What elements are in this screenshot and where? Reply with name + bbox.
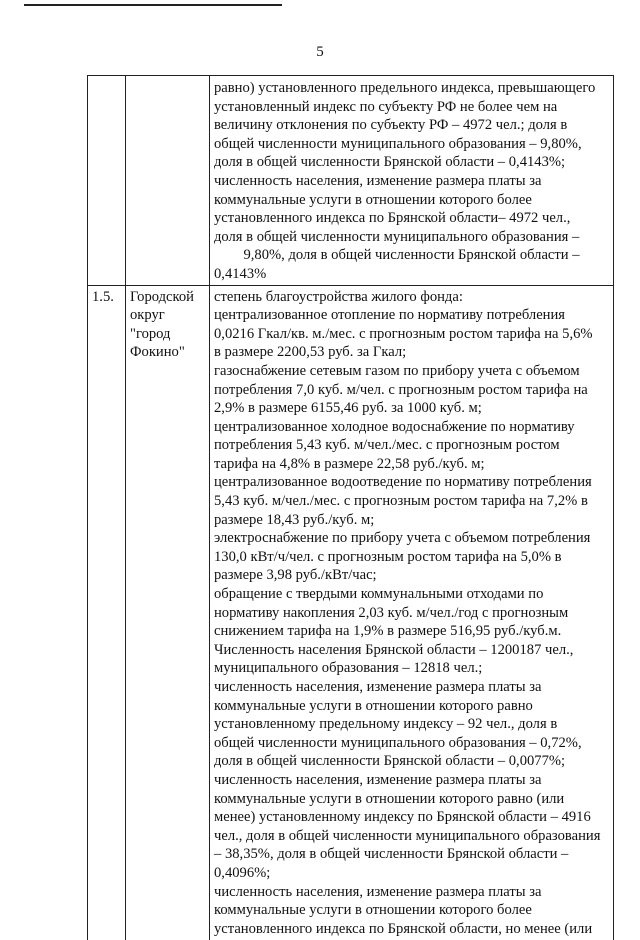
text-line: общей численности муниципального образования – 0,72%,	[214, 734, 582, 751]
text-line: потребления 7,0 куб. м/чел. с прогнозным ростом тарифа на	[214, 381, 588, 398]
header-rule	[24, 4, 282, 6]
text-line: 2,9% в размере 6155,46 руб. за 1000 куб. м;	[214, 400, 482, 417]
text-line: равно) установленного предельного индекса, превышающего	[214, 80, 596, 96]
text-line: централизованное отопление по нормативу потребления	[214, 307, 566, 324]
text-line: снижением тарифа на 1,9% в размере 516,95 руб./куб.м.	[214, 623, 562, 640]
text-line: муниципального образования – 12818 чел.;	[214, 660, 483, 677]
text-line: коммунальные услуги в отношении которого более	[214, 191, 532, 208]
text-line: установленному предельному индексу – 92 чел., доля в	[214, 716, 558, 733]
text-line: тарифа на 4,8% в размере 22,58 руб./куб. м;	[214, 455, 485, 472]
text-line: коммунальные услуги в отношении которого более	[214, 902, 532, 919]
text-line: 0,4096%;	[214, 864, 271, 881]
entity-name-line: Городской	[130, 288, 194, 305]
text-line: установленного индекса по Брянской области– 4972 чел.,	[214, 210, 571, 227]
entity-name-line: округ	[130, 307, 165, 324]
text-line: доля в общей численности Брянской области – 0,0077%;	[214, 753, 566, 770]
table-row-continuation	[88, 76, 614, 286]
text-line: установленный индекс по субъекту РФ не более чем на	[214, 98, 558, 115]
content-table	[87, 75, 614, 940]
row-number-cell: 1.5.	[88, 285, 126, 940]
text-line: численность населения, изменение размера платы за	[214, 771, 542, 788]
text-line: электроснабжение по прибору учета с объемом потребления	[214, 530, 591, 547]
text-line: степень благоустройства жилого фонда:	[214, 288, 463, 305]
text-line: централизованное водоотведение по нормативу потребления	[214, 474, 592, 491]
text-line: 5,43 куб. м/чел./мес. с прогнозным ростом тарифа на 7,2% в	[214, 493, 588, 510]
text-line: размере 3,98 руб./кВт/час;	[214, 567, 377, 584]
text-line: коммунальные услуги в отношении которого равно	[214, 697, 533, 714]
description-cell	[210, 76, 614, 286]
text-line: обращение с твердыми коммунальными отходами по	[214, 586, 544, 603]
text-line: 9,80%, доля в общей численности Брянской области –	[243, 247, 580, 264]
text-line: численность населения, изменение размера платы за	[214, 883, 542, 900]
table-row-fokino	[88, 285, 614, 940]
text-line: численность населения, изменение размера платы за	[214, 172, 542, 189]
text-line: Численность населения Брянской области – 1200187 чел.,	[214, 641, 574, 658]
text-line: централизованное холодное водоснабжение по нормативу	[214, 418, 575, 435]
text-line: коммунальные услуги в отношении которого равно (или	[214, 790, 565, 807]
text-line: размере 18,43 руб./куб. м;	[214, 511, 375, 528]
entity-name-line: "город	[130, 325, 171, 342]
text-line: численность населения, изменение размера платы за	[214, 679, 542, 695]
text-line: нормативу накопления 2,03 куб. м/чел./год с прогнозным	[214, 604, 569, 621]
text-line: чел., доля в общей численности муниципального образования	[214, 827, 601, 844]
text-line: величину отклонения по субъекту РФ – 4972 чел.; доля в	[214, 117, 568, 134]
text-line: газоснабжение сетевым газом по прибору учета с объемом	[214, 362, 580, 379]
text-line: доля в общей численности Брянской области – 0,4143%;	[214, 154, 566, 171]
text-line: установленного индекса по Брянской области, но менее (или	[214, 920, 593, 937]
text-line: потребления 5,43 куб. м/чел./мес. с прогнозным ростом	[214, 437, 560, 454]
text-line: 130,0 кВт/ч/чел. с прогнозным ростом тарифа на 5,0% в	[214, 548, 562, 565]
text-line: – 38,35%, доля в общей численности Брянской области –	[214, 846, 569, 863]
text-line: в размере 2200,53 руб. за Гкал;	[214, 344, 407, 361]
text-line: 0,4143%	[214, 265, 267, 282]
text-line: доля в общей численности муниципального образования –	[214, 228, 580, 245]
row-number-cell	[88, 76, 126, 286]
description-cell	[210, 285, 614, 940]
entity-cell	[126, 76, 210, 286]
text-line: 0,0216 Гкал/кв. м./мес. с прогнозным ростом тарифа на 5,6%	[214, 325, 593, 342]
entity-name-line: Фокино"	[130, 344, 185, 361]
entity-cell	[126, 285, 210, 940]
text-line: менее) установленному индексу по Брянской области – 4916	[214, 809, 591, 826]
page-number: 5	[316, 44, 324, 60]
text-line: общей численности муниципального образования – 9,80%,	[214, 135, 582, 152]
